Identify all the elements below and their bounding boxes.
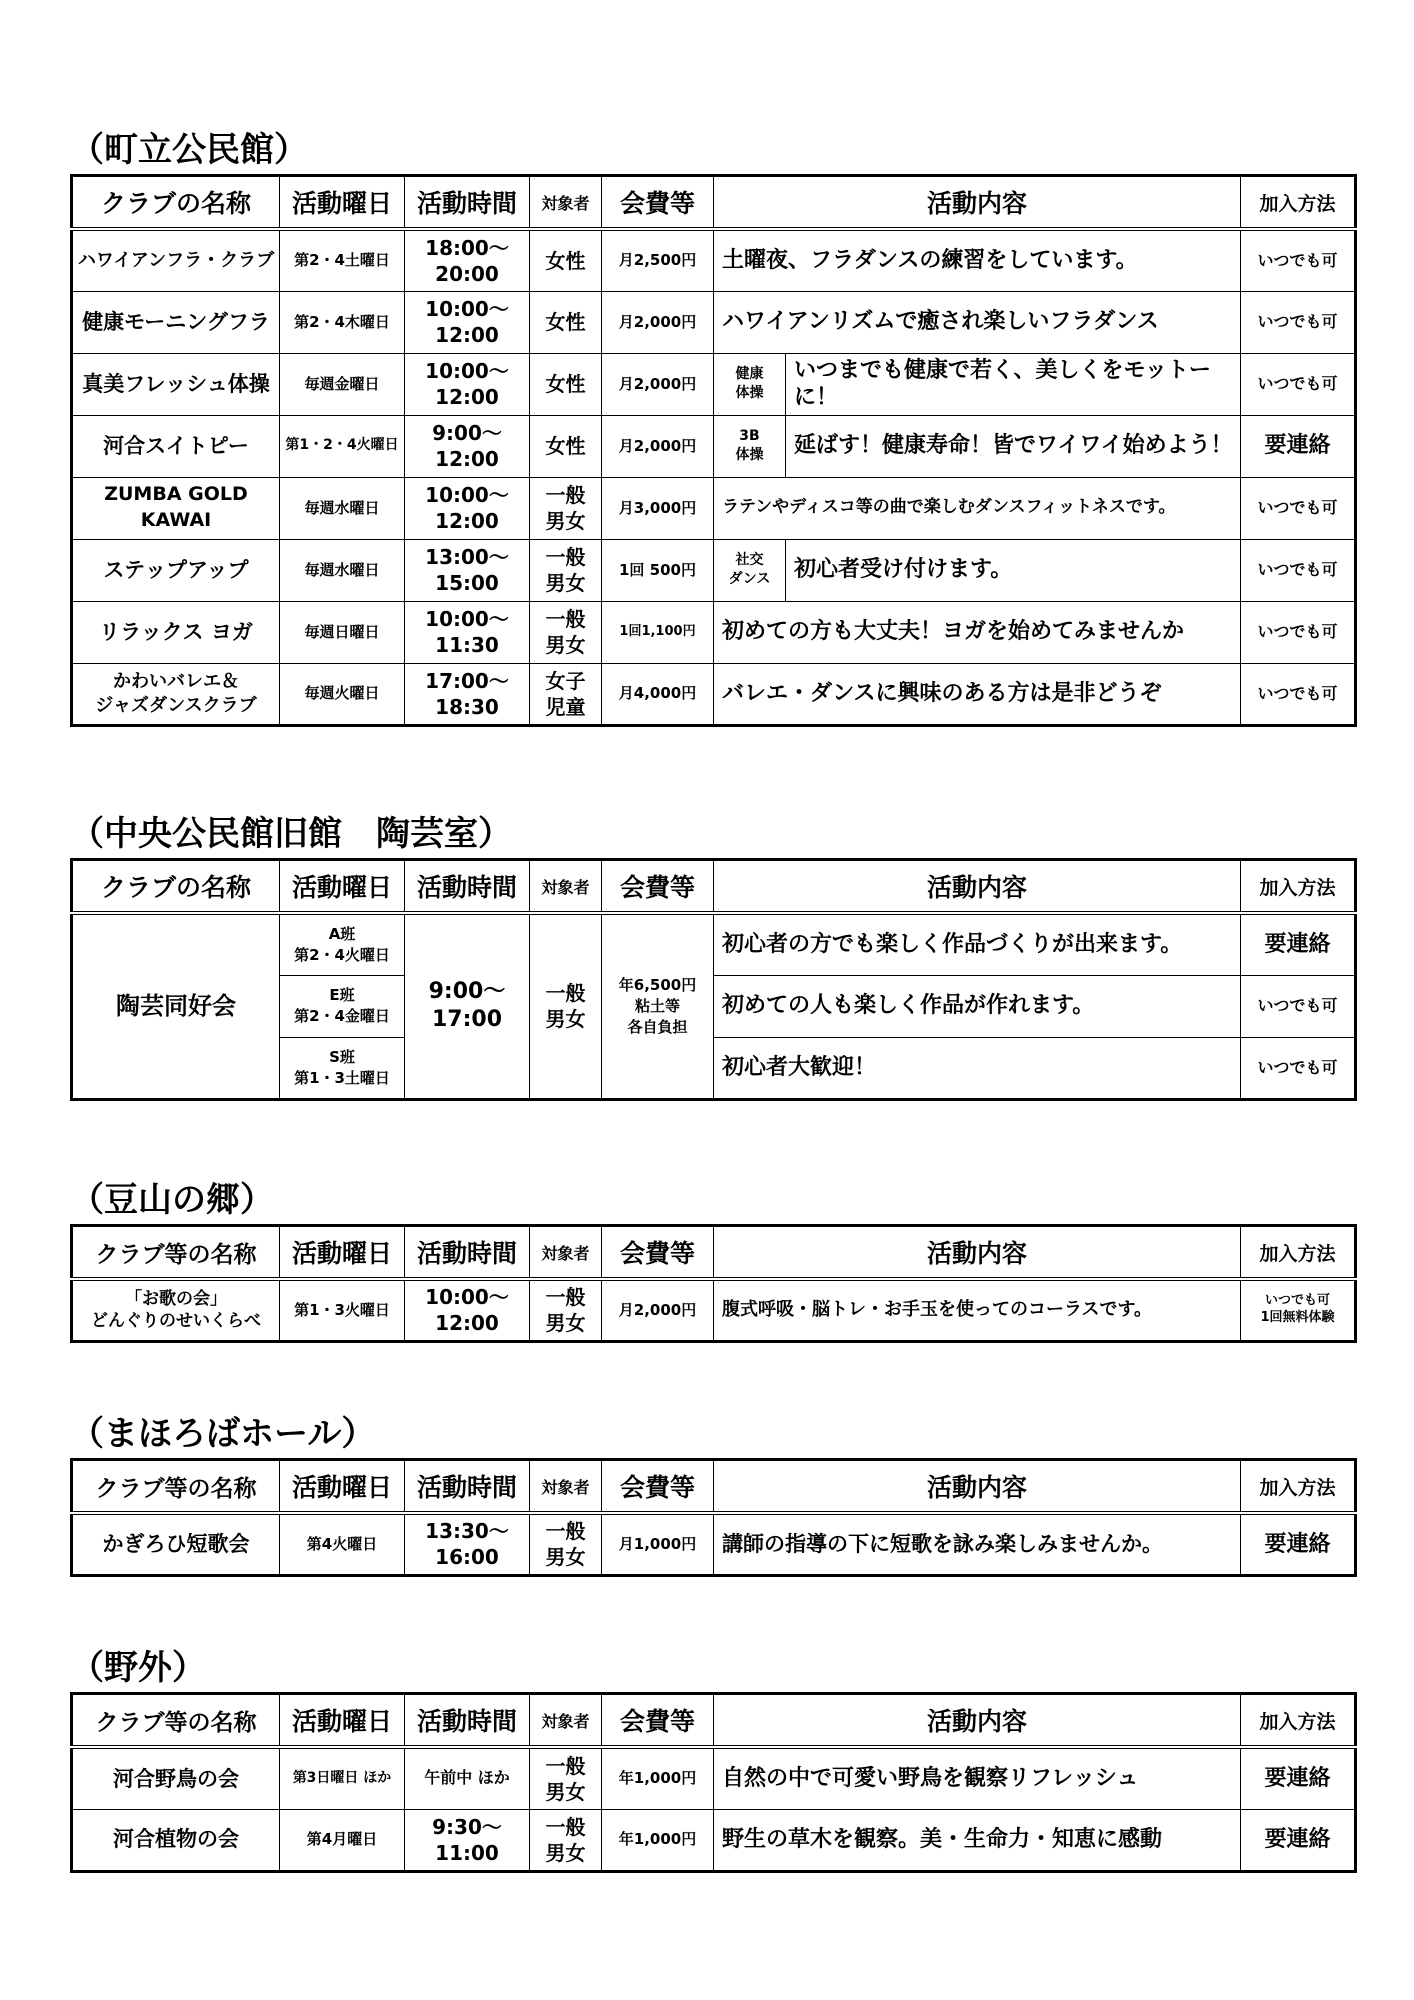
table-row [72, 1513, 1356, 1575]
activity-time: 13:30～ 16:00 [405, 1513, 530, 1575]
activity-time: 午前中 ほか [405, 1747, 530, 1809]
header-fee: 会費等 [602, 176, 714, 230]
activity-day: 毎週日曜日 [280, 601, 405, 663]
activity-content: 初心者大歓迎！ [714, 1037, 1241, 1099]
join-method: 要連絡 [1241, 1809, 1356, 1871]
target: 女子 児童 [530, 663, 602, 725]
section-mahoroba [70, 1410, 1354, 1577]
group-day: A班 第2・4火曜日 [280, 913, 405, 975]
header-join: 加入方法 [1241, 1694, 1356, 1748]
activity-time: 9:00～ 17:00 [405, 913, 530, 1099]
join-method: 要連絡 [1241, 1513, 1356, 1575]
target: 一般 男女 [530, 539, 602, 601]
fee: 月2,000円 [602, 353, 714, 415]
fee: 月2,000円 [602, 1279, 714, 1341]
table-row [72, 415, 1356, 477]
header-time: 活動時間 [405, 1694, 530, 1748]
header-day: 活動曜日 [280, 1226, 405, 1280]
header-day: 活動曜日 [280, 860, 405, 914]
target: 一般 男女 [530, 477, 602, 539]
section-outdoor [70, 1644, 1354, 1873]
header-day: 活動曜日 [280, 1694, 405, 1748]
fee: 月4,000円 [602, 663, 714, 725]
activity-time: 10:00～ 12:00 [405, 291, 530, 353]
header-time: 活動時間 [405, 860, 530, 914]
fee: 1回 500円 [602, 539, 714, 601]
header-join: 加入方法 [1241, 1226, 1356, 1280]
table-row [72, 1279, 1356, 1341]
club-name: 「お歌の会」 どんぐりのせいくらべ [72, 1279, 280, 1341]
activity-content: いつまでも健康で若く、美しくをモットーに！ [786, 353, 1241, 415]
fee: 月2,500円 [602, 229, 714, 291]
club-name: 河合植物の会 [72, 1809, 280, 1871]
fee: 月2,000円 [602, 415, 714, 477]
club-name: 河合野鳥の会 [72, 1747, 280, 1809]
club-name: リラックス ヨガ [72, 601, 280, 663]
section-title-town-hall: （町立公民館） [70, 130, 308, 170]
activity-time: 10:00～ 12:00 [405, 477, 530, 539]
fee: 年1,000円 [602, 1747, 714, 1809]
target: 女性 [530, 353, 602, 415]
header-content: 活動内容 [714, 1460, 1241, 1514]
header-target: 対象者 [530, 1226, 602, 1280]
activity-day: 第4火曜日 [280, 1513, 405, 1575]
town-hall-table [70, 174, 1357, 727]
activity-content: 初めての方も大丈夫！ヨガを始めてみませんか [714, 601, 1241, 663]
target: 女性 [530, 229, 602, 291]
activity-content: 初心者受け付けます。 [786, 539, 1241, 601]
activity-time: 10:00～ 12:00 [405, 1279, 530, 1341]
table-row [72, 1747, 1356, 1809]
header-time: 活動時間 [405, 1460, 530, 1514]
activity-time: 10:00～ 11:30 [405, 601, 530, 663]
header-fee: 会費等 [602, 1226, 714, 1280]
join-method: いつでも可 [1241, 539, 1356, 601]
header-join: 加入方法 [1241, 860, 1356, 914]
club-name: 真美フレッシュ体操 [72, 353, 280, 415]
category-tag: 社交 ダンス [714, 539, 786, 601]
activity-content: 野生の草木を観察。美・生命力・知恵に感動 [714, 1809, 1241, 1871]
table-header-row [72, 860, 1356, 914]
header-day: 活動曜日 [280, 1460, 405, 1514]
table-row [72, 663, 1356, 725]
activity-day: 第1・2・4火曜日 [280, 415, 405, 477]
table-row [72, 1809, 1356, 1871]
join-method: 要連絡 [1241, 415, 1356, 477]
join-method: いつでも可 [1241, 663, 1356, 725]
target: 一般 男女 [530, 1747, 602, 1809]
outdoor-table [70, 1692, 1357, 1873]
activity-content: 講師の指導の下に短歌を詠み楽しみませんか。 [714, 1513, 1241, 1575]
pottery-table [70, 858, 1357, 1101]
join-method: いつでも可 [1241, 601, 1356, 663]
category-tag: 健康 体操 [714, 353, 786, 415]
activity-time: 9:30～ 11:00 [405, 1809, 530, 1871]
activity-content: 初心者の方でも楽しく作品づくりが出来ます。 [714, 913, 1241, 975]
section-pottery [70, 810, 1354, 1101]
header-fee: 会費等 [602, 860, 714, 914]
table-row [72, 477, 1356, 539]
activity-content: 初めての人も楽しく作品が作れます。 [714, 975, 1241, 1037]
header-name: クラブの名称 [72, 176, 280, 230]
activity-content: 腹式呼吸・脳トレ・お手玉を使ってのコーラスです。 [714, 1279, 1241, 1341]
activity-content: ラテンやディスコ等の曲で楽しむダンスフィットネスです。 [714, 477, 1241, 539]
header-content: 活動内容 [714, 860, 1241, 914]
header-time: 活動時間 [405, 1226, 530, 1280]
club-name: 陶芸同好会 [72, 913, 280, 1099]
header-target: 対象者 [530, 176, 602, 230]
header-join: 加入方法 [1241, 1460, 1356, 1514]
activity-time: 17:00～ 18:30 [405, 663, 530, 725]
header-name: クラブ等の名称 [72, 1460, 280, 1514]
header-content: 活動内容 [714, 1694, 1241, 1748]
club-name: 健康モーニングフラ [72, 291, 280, 353]
category-tag: 3B 体操 [714, 415, 786, 477]
header-day: 活動曜日 [280, 176, 405, 230]
activity-day: 毎週火曜日 [280, 663, 405, 725]
table-row [72, 913, 1356, 975]
section-mameyama [70, 1176, 1354, 1343]
section-title-mahoroba: （まほろばホール） [70, 1414, 376, 1454]
section-title-pottery: （中央公民館旧館 陶芸室） [70, 814, 512, 854]
mahoroba-table [70, 1458, 1357, 1577]
activity-content: 土曜夜、フラダンスの練習をしています。 [714, 229, 1241, 291]
activity-day: 第2・4木曜日 [280, 291, 405, 353]
header-name: クラブの名称 [72, 860, 280, 914]
mameyama-table [70, 1224, 1357, 1343]
club-name: ZUMBA GOLD KAWAI [72, 477, 280, 539]
header-join: 加入方法 [1241, 176, 1356, 230]
header-target: 対象者 [530, 1694, 602, 1748]
activity-day: 毎週水曜日 [280, 477, 405, 539]
header-fee: 会費等 [602, 1460, 714, 1514]
activity-day: 毎週金曜日 [280, 353, 405, 415]
activity-time: 9:00～ 12:00 [405, 415, 530, 477]
header-content: 活動内容 [714, 176, 1241, 230]
activity-day: 毎週水曜日 [280, 539, 405, 601]
activity-day: 第4月曜日 [280, 1809, 405, 1871]
table-row [72, 539, 1356, 601]
join-method: いつでも可 [1241, 1037, 1356, 1099]
header-name: クラブ等の名称 [72, 1226, 280, 1280]
table-header-row [72, 176, 1356, 230]
join-method: 要連絡 [1241, 1747, 1356, 1809]
join-method: いつでも可 [1241, 477, 1356, 539]
fee: 月1,000円 [602, 1513, 714, 1575]
join-method: 要連絡 [1241, 913, 1356, 975]
target: 一般 男女 [530, 1279, 602, 1341]
header-content: 活動内容 [714, 1226, 1241, 1280]
join-method: いつでも可 [1241, 353, 1356, 415]
table-row [72, 291, 1356, 353]
join-method: いつでも可 [1241, 291, 1356, 353]
club-name: かぎろひ短歌会 [72, 1513, 280, 1575]
join-method: いつでも可 1回無料体験 [1241, 1279, 1356, 1341]
group-day: E班 第2・4金曜日 [280, 975, 405, 1037]
header-target: 対象者 [530, 860, 602, 914]
fee: 月3,000円 [602, 477, 714, 539]
join-method: いつでも可 [1241, 975, 1356, 1037]
activity-content: 自然の中で可愛い野鳥を観察リフレッシュ [714, 1747, 1241, 1809]
target: 一般 男女 [530, 601, 602, 663]
table-header-row [72, 1694, 1356, 1748]
activity-time: 10:00～ 12:00 [405, 353, 530, 415]
activity-day: 第3日曜日 ほか [280, 1747, 405, 1809]
header-target: 対象者 [530, 1460, 602, 1514]
activity-day: 第2・4土曜日 [280, 229, 405, 291]
activity-content: ハワイアンリズムで癒され楽しいフラダンス [714, 291, 1241, 353]
section-town-hall [70, 126, 1354, 727]
table-row [72, 229, 1356, 291]
fee: 年1,000円 [602, 1809, 714, 1871]
header-name: クラブ等の名称 [72, 1694, 280, 1748]
fee: 1回1,100円 [602, 601, 714, 663]
target: 一般 男女 [530, 913, 602, 1099]
target: 女性 [530, 291, 602, 353]
club-name: ステップアップ [72, 539, 280, 601]
group-day: S班 第1・3土曜日 [280, 1037, 405, 1099]
table-header-row [72, 1226, 1356, 1280]
header-time: 活動時間 [405, 176, 530, 230]
join-method: いつでも可 [1241, 229, 1356, 291]
header-fee: 会費等 [602, 1694, 714, 1748]
section-title-mameyama: （豆山の郷） [70, 1180, 274, 1220]
fee: 月2,000円 [602, 291, 714, 353]
target: 女性 [530, 415, 602, 477]
club-name: ハワイアンフラ・クラブ [72, 229, 280, 291]
table-row [72, 601, 1356, 663]
activity-time: 13:00～ 15:00 [405, 539, 530, 601]
club-name: 河合スイトピー [72, 415, 280, 477]
target: 一般 男女 [530, 1513, 602, 1575]
activity-day: 第1・3火曜日 [280, 1279, 405, 1341]
club-name: かわいバレエ＆ ジャズダンスクラブ [72, 663, 280, 725]
fee: 年6,500円 粘土等 各自負担 [602, 913, 714, 1099]
activity-time: 18:00～ 20:00 [405, 229, 530, 291]
target: 一般 男女 [530, 1809, 602, 1871]
activity-content: バレエ・ダンスに興味のある方は是非どうぞ [714, 663, 1241, 725]
activity-content: 延ばす！健康寿命！皆でワイワイ始めよう！ [786, 415, 1241, 477]
table-header-row [72, 1460, 1356, 1514]
table-row [72, 353, 1356, 415]
section-title-outdoor: （野外） [70, 1648, 206, 1688]
